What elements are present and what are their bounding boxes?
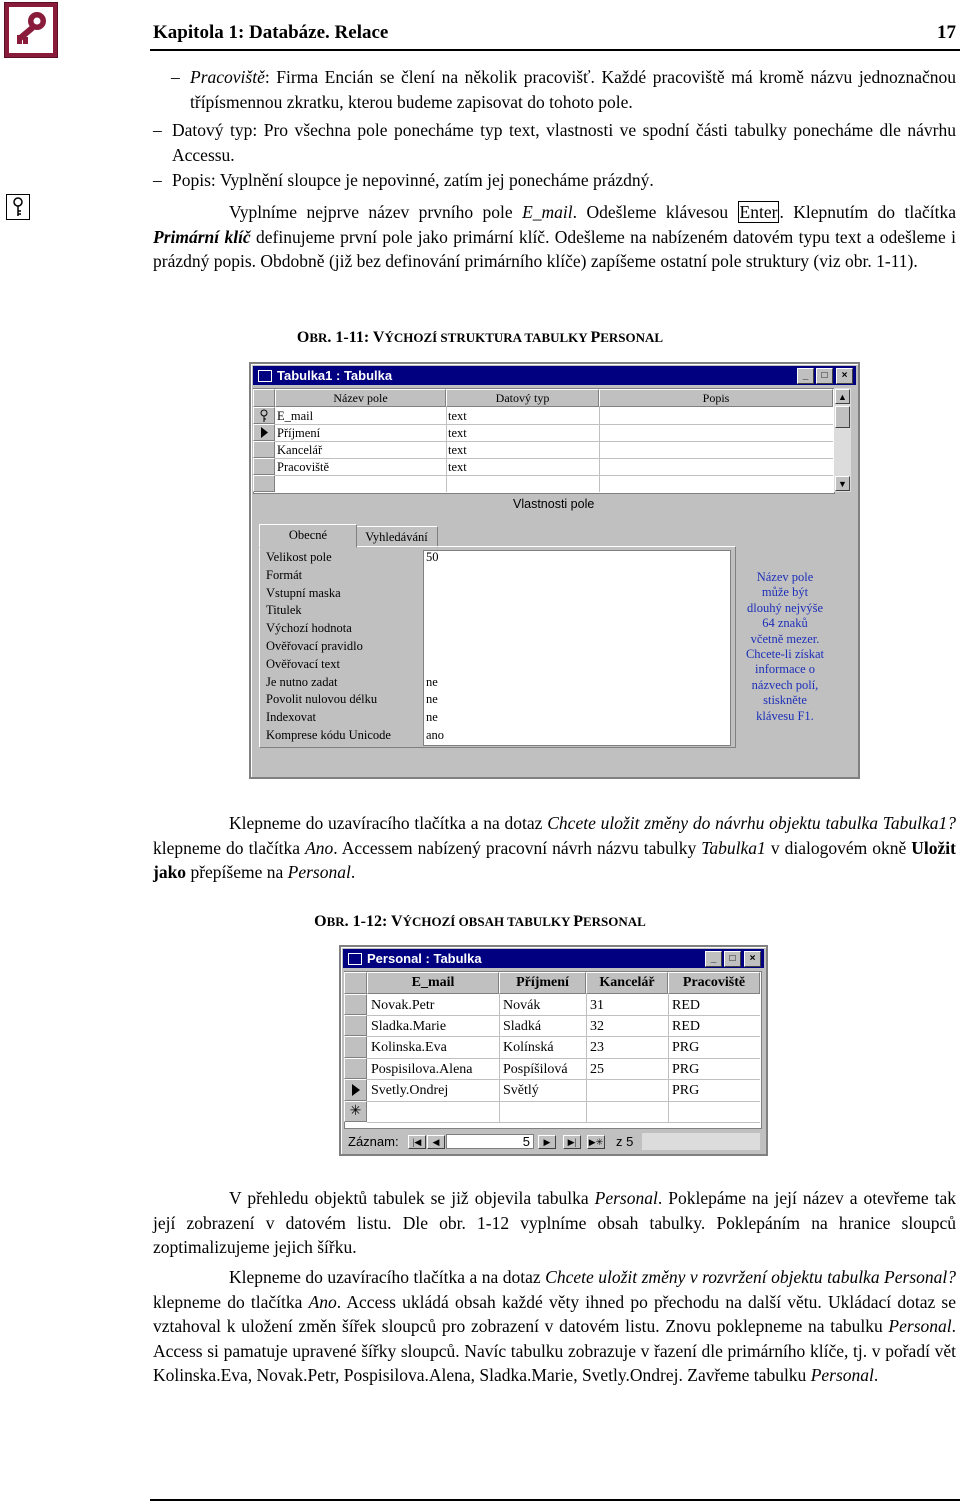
maximize-button[interactable]: □	[724, 951, 741, 967]
primary-key-icon[interactable]	[253, 407, 275, 424]
page-number: 17	[937, 22, 956, 43]
property-label: Titulek	[266, 603, 302, 617]
close-button[interactable]: ×	[836, 368, 853, 384]
property-label: Komprese kódu Unicode	[266, 728, 391, 742]
key-margin-icon	[6, 194, 30, 220]
cell-workplace[interactable]: RED	[672, 998, 700, 1013]
data-type-cell[interactable]: text	[448, 460, 467, 474]
cell-workplace[interactable]: PRG	[672, 1083, 700, 1098]
header-rule	[150, 49, 960, 51]
property-label: Výchozí hodnota	[266, 621, 352, 635]
properties-values	[423, 550, 731, 746]
list-item: – Popis: Vyplnění sloupce je nepovinné, zatím jej ponecháme prázdný.	[153, 170, 654, 190]
data-type-cell[interactable]: text	[448, 443, 467, 457]
record-label: Záznam:	[348, 1134, 399, 1149]
help-text: Název pole může být dlouhý nejvýše 64 znaků včetně mezer. Chcete-li získat informace o názvech polí, stiskněte klávesu F1.	[745, 570, 825, 723]
cell-workplace[interactable]: RED	[672, 1019, 700, 1034]
key-logo-icon	[4, 2, 58, 58]
new-record-icon[interactable]: ✳	[344, 1101, 367, 1122]
list-item: – Datový typ: Pro všechna pole ponecháme typ text, vlastnosti ve spodní části tabulky ponecháme dle návrhu Accessu.	[153, 120, 956, 165]
paragraph: V přehledu objektů tabulek se již objevila tabulka Personal. Poklepáme na její název a otevřeme tak její zobrazení v datovém listu. Dle obr. 1-12 vyplníme obsah tabulky. Poklepáním na hranice sloupců zoptimalizujeme jejich šířku.	[153, 1188, 956, 1257]
scroll-down-button[interactable]: ▼	[835, 476, 850, 491]
title-bar	[253, 366, 856, 385]
chapter-title: Kapitola 1: Databáze. Relace	[153, 22, 389, 43]
property-label: Je nutno zadat	[266, 675, 338, 689]
cell-surname[interactable]: Pospíšilová	[503, 1062, 568, 1077]
scroll-up-button[interactable]: ▲	[835, 389, 850, 404]
field-name-cell[interactable]: Pracoviště	[277, 460, 330, 474]
cell-office[interactable]: 25	[590, 1062, 604, 1077]
prev-record-button[interactable]: ◀	[427, 1135, 445, 1149]
record-number-input[interactable]: 5	[446, 1134, 534, 1149]
cell-email[interactable]: Svetly.Ondrej	[371, 1083, 449, 1098]
new-record-button[interactable]: ▶✳	[588, 1137, 604, 1147]
next-record-button[interactable]: ▶	[538, 1135, 556, 1149]
minimize-button[interactable]: _	[797, 368, 814, 384]
page-header	[153, 22, 956, 44]
property-value[interactable]: 50	[426, 550, 439, 564]
data-type-cell[interactable]: text	[448, 409, 467, 423]
tab-general[interactable]: Obecné	[259, 524, 357, 548]
col-header[interactable]: E_mail	[367, 972, 499, 994]
cell-email[interactable]: Pospisilova.Alena	[371, 1062, 473, 1077]
field-name-cell[interactable]: Příjmení	[277, 426, 321, 440]
list-text: Datový typ: Pro všechna pole ponecháme typ text, vlastnosti ve spodní části tabulky ponecháme dle návrhu Accessu.	[172, 120, 956, 165]
col-header[interactable]: Název pole	[275, 389, 446, 407]
list-text: : Firma Encián se člení na několik pracovišť. Každé pracoviště má kromě názvu jednoznačnou třípísmennou zkratku, kterou budeme zapisovat do tohoto pole.	[190, 67, 956, 112]
field-name-cell[interactable]: E_mail	[277, 409, 314, 423]
property-label: Indexovat	[266, 710, 316, 724]
last-record-button[interactable]: ▶|	[563, 1135, 581, 1149]
first-record-button[interactable]: |◀	[408, 1135, 426, 1149]
cell-office[interactable]: 31	[590, 998, 604, 1013]
window-title: Personal : Tabulka	[367, 951, 482, 966]
property-value[interactable]: ne	[426, 710, 438, 724]
property-label: Ověřovací text	[266, 657, 340, 671]
title-bar	[343, 949, 764, 968]
row-selector[interactable]	[344, 1058, 367, 1079]
property-label: Formát	[266, 568, 303, 582]
col-header[interactable]: Příjmení	[499, 972, 586, 994]
property-label: Povolit nulovou délku	[266, 692, 378, 706]
scroll-thumb[interactable]	[835, 406, 850, 428]
table-icon	[258, 370, 272, 382]
cell-email[interactable]: Sladka.Marie	[371, 1019, 447, 1034]
row-selector[interactable]	[344, 1036, 367, 1058]
cell-office[interactable]: 23	[590, 1040, 604, 1055]
paragraph: Klepneme do uzavíracího tlačítka a na dotaz Chcete uložit změny v rozvržení objektu tabulka Personal? klepneme do tlačítka Ano. Access ukládá obsah každé věty ihned po přechodu na další větu. Ukládací dotaz se vztahoval k uložení změn šířek sloupců pro zobrazení v datovém listu. Znovu poklepneme na tabulku Personal. Access si pamatuje upravené šířky sloupců. Navíc tabulku zobrazuje v řazení dle primárního klíče, tj. v pořadí vět Kolinska.Eva, Novak.Petr, Pospisilova.Alena, Sladka.Marie, Svetly.Ondrej. Zavřeme tabulku Personal.	[153, 1267, 956, 1385]
cell-workplace[interactable]: PRG	[672, 1040, 700, 1055]
row-selector[interactable]	[253, 475, 275, 492]
cell-email[interactable]: Novak.Petr	[371, 998, 435, 1013]
property-value[interactable]: ne	[426, 692, 438, 706]
maximize-button[interactable]: □	[816, 368, 833, 384]
row-selector[interactable]	[344, 994, 367, 1015]
row-selector[interactable]	[344, 1015, 367, 1036]
data-type-cell[interactable]: text	[448, 426, 467, 440]
col-header[interactable]: Kancelář	[586, 972, 668, 994]
row-selector-current[interactable]	[344, 1079, 367, 1101]
cell-surname[interactable]: Sladká	[503, 1019, 542, 1034]
row-selector-current[interactable]	[253, 424, 275, 441]
close-button[interactable]: ×	[744, 951, 761, 967]
cell-surname[interactable]: Kolínská	[503, 1040, 554, 1055]
cell-email[interactable]: Kolinska.Eva	[371, 1040, 447, 1055]
list-text: Popis: Vyplnění sloupce je nepovinné, zatím jej ponecháme prázdný.	[172, 170, 654, 190]
enter-key: Enter	[739, 202, 778, 222]
list-item: – Pracoviště: Firma Encián se člení na několik pracovišť. Každé pracoviště má kromě názvu jednoznačnou třípísmennou zkratku, kterou budeme zapisovat do tohoto pole.	[171, 67, 956, 112]
minimize-button[interactable]: _	[705, 951, 722, 967]
figure-caption: OBR. 1-11: VÝCHOZÍ STRUKTURA TABULKY PERSONAL	[296, 329, 664, 346]
row-selector[interactable]	[253, 458, 275, 475]
field-name-cell[interactable]: Kancelář	[277, 443, 323, 457]
footer-rule	[150, 1499, 960, 1501]
cell-workplace[interactable]: PRG	[672, 1062, 700, 1077]
property-label: Vstupní maska	[266, 586, 341, 600]
horizontal-scrollbar[interactable]	[642, 1133, 760, 1150]
window-title: Tabulka1 : Tabulka	[277, 368, 393, 383]
cell-surname[interactable]: Novák	[503, 998, 541, 1013]
properties-title: Vlastnosti pole	[513, 497, 595, 511]
property-value[interactable]: ano	[426, 728, 445, 742]
col-header[interactable]: Popis	[599, 389, 833, 407]
table-icon	[348, 953, 362, 965]
cell-surname[interactable]: Světlý	[503, 1083, 539, 1098]
col-header[interactable]: Pracoviště	[668, 972, 760, 994]
tab-lookup[interactable]: Vyhledávání	[355, 526, 438, 548]
property-value[interactable]: ne	[426, 675, 438, 689]
figure-caption: OBR. 1-12: VÝCHOZÍ OBSAH TABULKY PERSONAL	[314, 913, 646, 930]
field-name: Pracoviště	[190, 67, 265, 87]
paragraph: Klepneme do uzavíracího tlačítka a na dotaz Chcete uložit změny do návrhu objektu tabulka Tabulka1? klepneme do tlačítka Ano. Accessem nabízený pracovní návrh názvu tabulky Tabulka1 v dialogovém okně Uložit jako přepíšeme na Personal.	[153, 813, 957, 882]
record-count: z 5	[616, 1134, 634, 1149]
property-label: Velikost pole	[266, 550, 332, 564]
property-label: Ověřovací pravidlo	[266, 639, 363, 653]
row-selector[interactable]	[253, 441, 275, 458]
col-header[interactable]: Datový typ	[446, 389, 599, 407]
paragraph: Vyplníme nejprve název prvního pole E_mail. Odešleme klávesou Enter . Klepnutím do tlačítka Primární klíč definujeme první pole jako primární klíč. Odešleme na nabízeném datovém typu text a odešleme i prázdný popis. Obdobně (již bez definování primárního klíče) zapíšeme ostatní pole struktury (viz obr. 1-11).	[153, 202, 956, 271]
cell-office[interactable]: 32	[590, 1019, 604, 1034]
